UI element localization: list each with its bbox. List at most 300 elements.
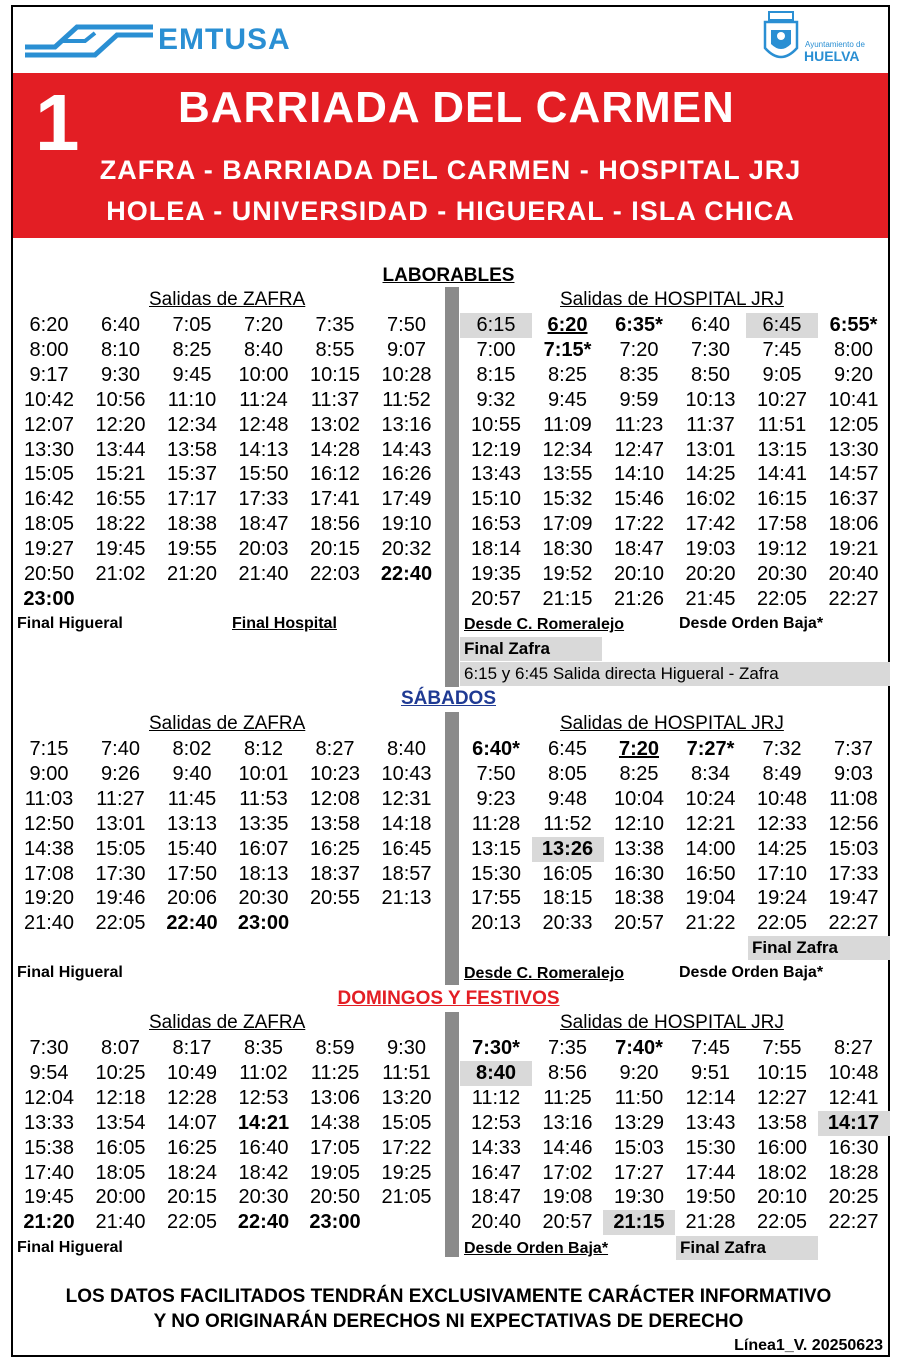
departure-time: 19:05: [309, 1161, 361, 1184]
departure-time: 22:05: [756, 587, 808, 610]
table-row: [13, 762, 442, 787]
departure-time: 9:03: [834, 762, 873, 785]
departure-time: 17:33: [238, 488, 289, 511]
departure-time: 12:04: [23, 1086, 75, 1109]
departure-time: 11:50: [614, 1086, 664, 1109]
departure-time: 9:40: [172, 762, 212, 785]
table-row: [13, 1210, 442, 1235]
departure-time: 20:15: [309, 538, 361, 561]
departure-time: 18:15: [542, 887, 593, 910]
departure-time: 8:56: [548, 1061, 587, 1084]
departure-time: 17:42: [685, 513, 736, 536]
table-row: [13, 562, 442, 587]
departure-time: 8:40: [244, 338, 283, 361]
departure-time: 9:26: [101, 762, 140, 785]
departure-time: 12:48: [238, 413, 289, 436]
departure-time: 22:05: [95, 912, 146, 935]
table-row: [460, 1210, 889, 1235]
section-title-domingos: DOMINGOS Y FESTIVOS: [337, 988, 560, 1009]
right-column-header: Salidas de HOSPITAL JRJ: [560, 1012, 784, 1033]
departure-time: 7:30*: [472, 1037, 520, 1059]
table-row: [13, 1036, 442, 1061]
departure-time: 21:05: [381, 1186, 432, 1209]
departure-time: 19:27: [23, 538, 75, 561]
departure-time: 14:33: [470, 1136, 522, 1159]
departure-time: 12:56: [828, 812, 879, 835]
departure-time: 11:52: [543, 812, 592, 835]
departure-time: 10:48: [756, 787, 808, 810]
departure-time: 18:37: [309, 862, 361, 885]
departure-time: 18:28: [828, 1161, 879, 1184]
departure-time: 11:53: [239, 787, 288, 810]
note-final-zafra: Final Zafra: [460, 637, 602, 661]
departure-time: 6:15: [460, 313, 532, 338]
departure-time: 7:30: [29, 1037, 69, 1059]
table-row: [460, 1086, 889, 1111]
departure-time: 22:05: [166, 1211, 218, 1234]
departure-time: 8:35: [244, 1037, 283, 1059]
departure-time: 9:45: [548, 388, 587, 411]
departure-time: 18:02: [756, 1161, 808, 1184]
departure-time: 11:25: [310, 1061, 360, 1084]
departure-time: 16:25: [166, 1136, 218, 1159]
departure-time: 19:21: [828, 538, 879, 561]
departure-time: 10:48: [828, 1061, 879, 1084]
departure-time: 19:12: [756, 538, 808, 561]
departure-time: 22:27: [828, 587, 879, 610]
departure-time: 15:37: [166, 463, 218, 486]
departure-time: 14:00: [685, 837, 736, 860]
left-column-header: Salidas de ZAFRA: [149, 1012, 306, 1033]
departure-time: 11:37: [686, 413, 735, 436]
departure-time: 19:03: [685, 538, 736, 561]
departure-time: 19:25: [381, 1161, 432, 1184]
departure-time: 7:20: [619, 338, 659, 361]
table-row: [460, 1161, 889, 1186]
departure-time: 16:53: [470, 513, 522, 536]
header: [13, 7, 888, 73]
departure-time: 8:25: [619, 762, 659, 785]
departure-time: 21:40: [23, 912, 75, 935]
table-row: [13, 438, 442, 463]
departure-time: 12:14: [685, 1086, 736, 1109]
departure-time: 15:30: [685, 1136, 736, 1159]
departure-time: 10:43: [381, 762, 432, 785]
departure-time: 9:23: [476, 787, 516, 810]
departure-time: 12:10: [613, 812, 665, 835]
departure-time: 16:40: [238, 1136, 289, 1159]
departure-time: 18:56: [309, 513, 361, 536]
departure-time: 20:40: [470, 1211, 522, 1234]
departure-time: 19:24: [756, 887, 808, 910]
departure-time: 19:35: [470, 563, 522, 585]
departure-time: 22:40: [237, 1211, 290, 1234]
table-row: [13, 737, 442, 762]
departure-time: 11:24: [239, 388, 288, 411]
departure-time: 11:02: [239, 1061, 288, 1084]
departure-time: 7:35: [548, 1037, 587, 1059]
note-final-higueral: Final Higueral: [17, 615, 123, 632]
departure-time: 22:03: [309, 563, 361, 585]
departure-time: 9:30: [101, 363, 140, 386]
departure-time: 11:51: [757, 413, 807, 436]
departure-time: 12:34: [542, 438, 593, 461]
table-row: [460, 462, 889, 487]
table-row: [13, 462, 442, 487]
departure-time: 13:16: [381, 413, 432, 436]
departure-time: 16:50: [685, 862, 736, 885]
note-salida-directa: 6:15 y 6:45 Salida directa Higueral - Zafra: [460, 662, 890, 686]
departure-time: 20:25: [828, 1186, 879, 1209]
departure-time: 13:15: [470, 837, 522, 860]
departure-time: 13:01: [95, 812, 146, 835]
departure-time: 9:17: [29, 363, 69, 386]
departure-time: 8:27: [315, 738, 355, 760]
departure-time: 8:49: [762, 762, 802, 785]
table-row: [13, 338, 442, 363]
departure-time: 20:40: [828, 563, 879, 585]
note-desde-romeralejo: Desde C. Romeralejo: [464, 965, 625, 982]
table-row: [460, 413, 889, 438]
departure-time: 17:55: [470, 887, 522, 910]
departure-time: 18:05: [95, 1161, 146, 1184]
note-desde-orden-baja: Desde Orden Baja*: [679, 964, 824, 981]
departure-time: 20:30: [238, 887, 289, 910]
departure-time: 14:25: [685, 463, 736, 486]
departure-time: 16:45: [381, 837, 432, 860]
departure-time: 7:15: [29, 738, 69, 760]
departure-time: 12:33: [756, 812, 808, 835]
departure-time: 7:37: [834, 738, 873, 760]
huelva-label: HUELVA: [804, 48, 860, 64]
departure-time: 9:51: [691, 1061, 730, 1084]
departure-time: 7:40*: [615, 1037, 663, 1059]
departure-time: 9:20: [834, 363, 873, 386]
note-desde-orden-baja: Desde Orden Baja*: [464, 1240, 609, 1257]
departure-time: 16:55: [95, 488, 146, 511]
departure-time: 8:05: [548, 762, 587, 785]
departure-time: 10:01: [238, 762, 289, 785]
departure-time: 6:35*: [615, 314, 663, 336]
departure-time: 8:50: [691, 363, 730, 386]
departure-time: 11:03: [24, 787, 74, 810]
departure-time: 23:00: [309, 1211, 361, 1234]
departure-time: 22:40: [166, 912, 218, 935]
departure-time: 15:21: [95, 463, 146, 486]
departure-time: 14:41: [756, 463, 808, 486]
table-row: [460, 1061, 889, 1086]
departure-time: 12:19: [470, 438, 522, 461]
departure-time: 18:38: [613, 887, 665, 910]
departure-time: 20:00: [95, 1186, 146, 1209]
departure-time: 17:22: [613, 513, 665, 536]
departure-time: 21:20: [23, 1211, 75, 1234]
departure-time: 12:28: [166, 1086, 218, 1109]
table-row: [13, 1185, 442, 1210]
departure-time: 17:22: [381, 1136, 432, 1159]
departure-time: 20:33: [542, 912, 593, 935]
departure-time: 14:10: [613, 463, 665, 486]
departure-time: 13:01: [685, 438, 736, 461]
note-desde-romeralejo: Desde C. Romeralejo: [464, 616, 625, 633]
departure-time: 20:57: [470, 587, 522, 610]
departure-time: 13:58: [309, 812, 361, 835]
version-label: Línea1_V. 20250623: [734, 1337, 883, 1354]
departure-time: 11:28: [471, 812, 521, 835]
departure-time: 18:47: [613, 538, 665, 561]
departure-time: 22:40: [380, 563, 433, 585]
departure-time: 17:44: [685, 1161, 736, 1184]
departure-time: 17:17: [166, 488, 218, 511]
table-row: [460, 487, 889, 512]
departure-time: 13:44: [95, 438, 146, 461]
departure-time: 19:50: [685, 1186, 736, 1209]
table-row: [13, 363, 442, 388]
departure-time: 22:05: [756, 912, 808, 935]
departure-time: 10:15: [309, 363, 361, 386]
table-row: [13, 413, 442, 438]
brand-name: EMTUSA: [158, 23, 291, 56]
departure-time: 12:27: [756, 1086, 808, 1109]
departure-time: 8:27: [834, 1037, 873, 1059]
departure-time: 14:17: [818, 1111, 890, 1136]
departure-time: 16:47: [470, 1161, 522, 1184]
departure-time: 7:05: [172, 314, 212, 336]
departure-time: 17:33: [828, 862, 879, 885]
departure-time: 13:13: [166, 812, 218, 835]
table-row: [460, 537, 889, 562]
departure-time: 16:05: [95, 1136, 146, 1159]
departure-time: 6:20: [547, 314, 588, 336]
departure-time: 20:03: [238, 538, 289, 561]
departure-time: 13:58: [756, 1111, 808, 1134]
departure-time: 17:08: [23, 862, 75, 885]
table-row: [460, 388, 889, 413]
ayuntamiento-label: Ayuntamiento de: [805, 40, 865, 49]
table-row: [13, 487, 442, 512]
departure-time: 9:20: [619, 1061, 659, 1084]
departure-time: 17:02: [542, 1161, 593, 1184]
departure-time: 10:28: [381, 363, 432, 386]
departure-time: 12:07: [23, 413, 75, 436]
table-row: [13, 587, 442, 612]
table-row: [460, 512, 889, 537]
departure-time: 16:07: [238, 837, 289, 860]
departure-time: 14:43: [381, 438, 432, 461]
departure-time: 17:27: [613, 1161, 665, 1184]
departure-time: 11:12: [471, 1086, 521, 1109]
departure-time: 12:41: [828, 1086, 879, 1109]
departure-time: 15:05: [381, 1111, 432, 1134]
departure-time: 17:40: [23, 1161, 75, 1184]
table-row: [13, 1086, 442, 1111]
departure-time: 10:42: [23, 388, 75, 411]
departure-time: 23:00: [237, 912, 290, 935]
left-column-header: Salidas de ZAFRA: [149, 289, 306, 310]
departure-time: 10:56: [95, 388, 146, 411]
column-divider: [445, 1012, 459, 1257]
departure-time: 20:50: [23, 563, 75, 585]
disclaimer-line-2: Y NO ORIGINARÁN DERECHOS NI EXPECTATIVAS DE DERECHO: [153, 1311, 744, 1332]
departure-time: 13:43: [470, 463, 522, 486]
table-row: [460, 1136, 889, 1161]
departure-time: 7:45: [762, 338, 802, 361]
departure-time: 6:40: [101, 314, 140, 336]
departure-time: 19:45: [95, 538, 146, 561]
table-row: [460, 1111, 889, 1136]
departure-time: 9:05: [762, 363, 802, 386]
departure-time: 18:05: [23, 513, 75, 536]
right-column-header: Salidas de HOSPITAL JRJ: [560, 713, 784, 734]
left-column-header: Salidas de ZAFRA: [149, 713, 306, 734]
departure-time: 8:25: [548, 363, 587, 386]
departure-time: 16:05: [542, 862, 593, 885]
departure-time: 19:47: [828, 887, 879, 910]
departure-time: 10:13: [685, 388, 736, 411]
note-desde-orden-baja: Desde Orden Baja*: [679, 615, 824, 632]
departure-time: 9:45: [172, 363, 212, 386]
departure-time: 10:25: [95, 1061, 146, 1084]
departure-time: 11:23: [614, 413, 664, 436]
departure-time: 20:06: [166, 887, 218, 910]
departure-time: 9:07: [387, 338, 426, 361]
table-row: [460, 1036, 889, 1061]
departure-time: 17:58: [756, 513, 808, 536]
note-final-hospital: Final Hospital: [232, 615, 337, 632]
departure-time: 18:22: [95, 513, 146, 536]
table-row: [460, 562, 889, 587]
departure-time: 14:38: [23, 837, 75, 860]
table-row: [13, 1111, 442, 1136]
note-final-higueral: Final Higueral: [17, 1239, 123, 1256]
departure-time: 14:28: [309, 438, 361, 461]
table-row: [13, 862, 442, 887]
departure-time: 19:55: [166, 538, 218, 561]
departure-time: 9:00: [29, 762, 69, 785]
departure-time: 23:00: [23, 587, 75, 610]
departure-time: 19:04: [685, 887, 736, 910]
departure-time: 9:30: [387, 1037, 426, 1059]
departure-time: 12:08: [309, 787, 361, 810]
departure-time: 7:40: [101, 738, 140, 760]
departure-time: 17:41: [309, 488, 361, 511]
departure-time: 10:23: [309, 762, 361, 785]
departure-time: 11:09: [543, 413, 592, 436]
departure-time: 16:26: [381, 463, 432, 486]
departure-time: 15:10: [470, 488, 522, 511]
departure-time: 22:05: [756, 1211, 808, 1234]
departure-time: 13:55: [542, 463, 593, 486]
departure-time: 14:25: [756, 837, 808, 860]
departure-time: 19:52: [542, 563, 593, 585]
departure-time: 6:20: [29, 314, 69, 336]
departure-time: 7:50: [387, 314, 426, 336]
note-final-zafra: Final Zafra: [748, 936, 890, 960]
departure-time: 16:12: [309, 463, 361, 486]
departure-time: 18:06: [828, 513, 879, 536]
departure-time: 21:40: [238, 563, 289, 585]
table-row: [460, 338, 889, 363]
departure-time: 17:50: [166, 862, 218, 885]
table-row: [13, 1061, 442, 1086]
table-row: [460, 762, 889, 787]
departure-time: 8:17: [172, 1037, 212, 1059]
departure-time: 15:50: [238, 463, 289, 486]
departure-time: 19:46: [95, 887, 146, 910]
departure-time: 13:20: [381, 1086, 432, 1109]
departure-time: 10:00: [238, 363, 289, 386]
departure-time: 14:57: [828, 463, 879, 486]
table-row: [460, 1185, 889, 1210]
departure-time: 20:20: [685, 563, 736, 585]
departure-time: 17:09: [542, 513, 593, 536]
departure-time: 9:59: [619, 388, 659, 411]
departure-time: 10:49: [166, 1061, 218, 1084]
departure-time: 13:35: [238, 812, 289, 835]
departure-time: 12:53: [470, 1111, 522, 1134]
departure-time: 8:25: [172, 338, 212, 361]
departure-time: 9:32: [476, 388, 516, 411]
departure-time: 17:10: [756, 862, 808, 885]
departure-time: 14:46: [542, 1136, 593, 1159]
line-banner: [13, 73, 888, 238]
departure-time: 20:30: [238, 1186, 289, 1209]
emtusa-logo-icon: [25, 19, 155, 59]
right-column-header: Salidas de HOSPITAL JRJ: [560, 289, 784, 310]
departure-time: 18:24: [166, 1161, 218, 1184]
departure-time: 13:43: [685, 1111, 736, 1134]
departure-time: 7:45: [691, 1037, 730, 1059]
departure-time: 13:30: [828, 438, 879, 461]
departure-time: 21:28: [685, 1211, 736, 1234]
departure-time: 14:21: [237, 1111, 290, 1134]
departure-time: 7:50: [476, 762, 516, 785]
departure-time: 17:05: [309, 1136, 361, 1159]
departure-time: 10:27: [756, 388, 808, 411]
departure-time: 19:08: [542, 1186, 593, 1209]
departure-time: 13:16: [542, 1111, 593, 1134]
departure-time: 16:42: [23, 488, 75, 511]
departure-time: 12:53: [238, 1086, 289, 1109]
departure-time: 6:40: [691, 314, 730, 336]
departure-time: 15:03: [613, 1136, 665, 1159]
table-row: [13, 812, 442, 837]
departure-time: 21:15: [603, 1210, 675, 1235]
departure-time: 20:13: [470, 912, 522, 935]
departure-time: 6:45: [548, 738, 587, 760]
departure-time: 13:26: [532, 837, 604, 862]
departure-time: 8:00: [29, 338, 69, 361]
departure-time: 7:15*: [543, 338, 592, 361]
departure-time: 11:25: [543, 1086, 592, 1109]
departure-time: 13:58: [166, 438, 218, 461]
departure-time: 8:02: [172, 738, 212, 760]
departure-time: 9:54: [29, 1061, 69, 1084]
departure-time: 18:14: [470, 538, 522, 561]
table-row: [13, 388, 442, 413]
departure-time: 10:24: [685, 787, 736, 810]
departure-time: 21:40: [95, 1211, 146, 1234]
departure-time: 17:49: [381, 488, 432, 511]
departure-time: 10:04: [613, 787, 665, 810]
departure-time: 21:26: [613, 587, 665, 610]
departure-time: 11:52: [382, 388, 431, 411]
departure-time: 12:21: [685, 812, 736, 835]
departure-time: 14:07: [166, 1111, 218, 1134]
departure-time: 8:15: [476, 363, 516, 386]
table-row: [460, 587, 889, 612]
departure-time: 7:20: [618, 738, 660, 760]
